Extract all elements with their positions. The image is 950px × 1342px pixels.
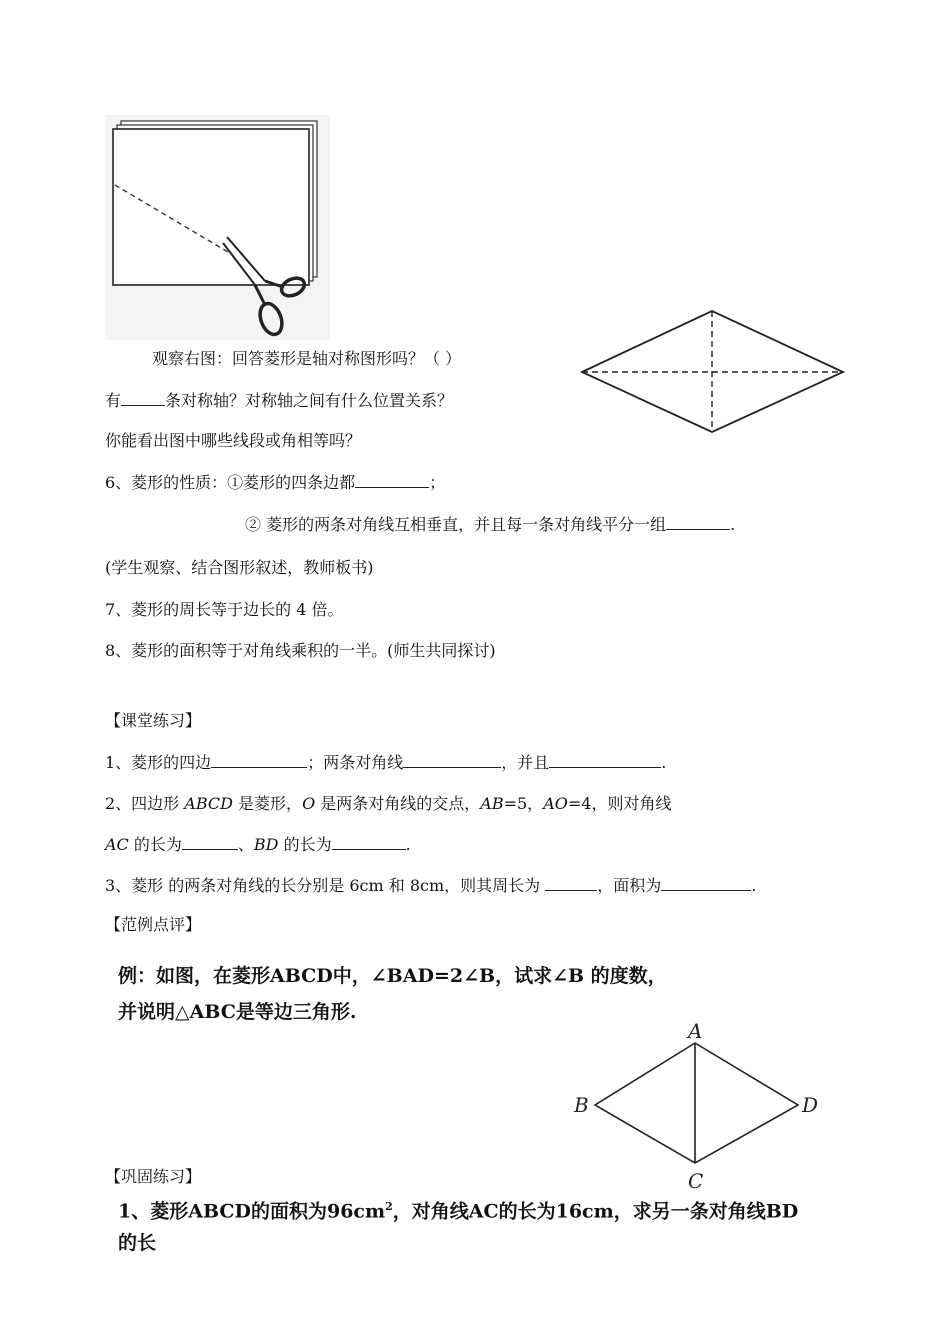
answer-blank[interactable]: [549, 750, 661, 768]
observe-line-2-end: 条对称轴？对称轴之间有什么位置关系？: [165, 391, 454, 410]
q2-text: =5，: [503, 794, 544, 813]
q2-text: 的长为: [128, 835, 182, 854]
q3-text: .: [751, 876, 757, 895]
q3-text: 3、菱形 的两条对角线的长分别是 6cm 和 8cm，则其周长为: [105, 876, 546, 895]
observe-line-2: [105, 388, 453, 413]
answer-blank[interactable]: [355, 470, 429, 488]
answer-blank[interactable]: [403, 750, 501, 768]
classwork-q2-line-2: [105, 832, 411, 857]
vertex-label-d: D: [802, 1093, 819, 1117]
q1-text-b: ；两条对角线: [307, 753, 404, 772]
answer-blank[interactable]: [182, 832, 238, 850]
example-line-2: 并说明△ABC是等边三角形.: [118, 1001, 357, 1023]
q2-text: 是两条对角线的交点，: [315, 794, 481, 813]
q2-var: O: [302, 794, 316, 813]
consolidate-q1-text: ，对角线AC的长为16cm，求另一条对角线BD: [392, 1200, 799, 1223]
property-6-end: .: [730, 515, 736, 534]
q2-var: AC: [105, 835, 129, 854]
observe-line-2-start: 有: [105, 391, 122, 410]
consolidate-q1-line-2: 的长: [118, 1232, 157, 1254]
answer-blank[interactable]: [666, 512, 730, 530]
answer-blank[interactable]: [545, 873, 597, 891]
rhombus-abcd-figure: [570, 1018, 835, 1193]
answer-blank[interactable]: [661, 873, 751, 891]
property-8: 8、菱形的面积等于对角线乘积的一半。(师生共同探讨): [105, 641, 496, 660]
q2-text: 2、四边形: [105, 794, 185, 813]
consolidate-q1-line-1: [118, 1192, 798, 1226]
example-heading: 【范例点评】: [105, 915, 202, 934]
classwork-q1: [105, 750, 666, 775]
q3-text: ，面积为: [597, 876, 662, 895]
observe-line-1: 观察右图：回答菱形是轴对称图形吗？（ ）: [152, 349, 462, 368]
teaching-note: (学生观察、结合图形叙述，教师板书): [105, 558, 374, 577]
q2-text: 是菱形，: [232, 794, 303, 813]
q2-var: AB: [480, 794, 504, 813]
vertex-label-c: C: [688, 1169, 704, 1193]
q2-text: .: [405, 835, 411, 854]
property-6-text-2: ② 菱形的两条对角线互相垂直，并且每一条对角线平: [245, 515, 619, 534]
vertex-label-b: B: [574, 1093, 589, 1117]
consolidate-heading: 【巩固练习】: [105, 1167, 202, 1186]
rhombus-abcd-outline: [595, 1043, 798, 1163]
folded-paper-scissors-figure: [105, 115, 330, 340]
property-6-text: 6、菱形的性质：①菱形的四条边都: [105, 473, 356, 492]
answer-blank[interactable]: [211, 750, 307, 768]
q2-var: BD: [253, 835, 279, 854]
q2-var: ABCD: [184, 794, 233, 813]
vertex-label-a: A: [688, 1019, 703, 1043]
consolidate-q1-text: 1、菱形ABCD的面积为96cm: [118, 1200, 386, 1223]
q2-text: 、: [237, 835, 254, 854]
property-7: 7、菱形的周长等于边长的 4 倍。: [105, 600, 344, 619]
paper-sheet: [113, 129, 309, 285]
q2-text: =4，则对角线: [567, 794, 672, 813]
property-6-punct: ；: [429, 473, 446, 492]
property-6-line-1: [105, 470, 445, 495]
classwork-heading: 【课堂练习】: [105, 711, 202, 730]
classwork-q2-line-1: [105, 792, 671, 816]
rhombus-symmetry-figure: [575, 305, 850, 440]
q1-text-a: 1、菱形的四边: [105, 753, 212, 772]
observe-line-3: 你能看出图中哪些线段或角相等吗？: [105, 431, 362, 450]
property-6-line-2: [245, 512, 735, 537]
answer-blank[interactable]: [121, 388, 165, 406]
property-6-text-3: 分一组: [618, 515, 667, 534]
superscript-2: 2: [385, 1200, 393, 1213]
answer-blank[interactable]: [332, 832, 406, 850]
classwork-q3: [105, 873, 756, 898]
q2-text: 的长为: [278, 835, 332, 854]
example-line-1: 例：如图，在菱形ABCD中，∠BAD=2∠B，试求∠B 的度数，: [118, 965, 667, 987]
q1-text-c: ，并且: [501, 753, 550, 772]
q1-text-d: .: [661, 753, 667, 772]
q2-var: AO: [543, 794, 568, 813]
